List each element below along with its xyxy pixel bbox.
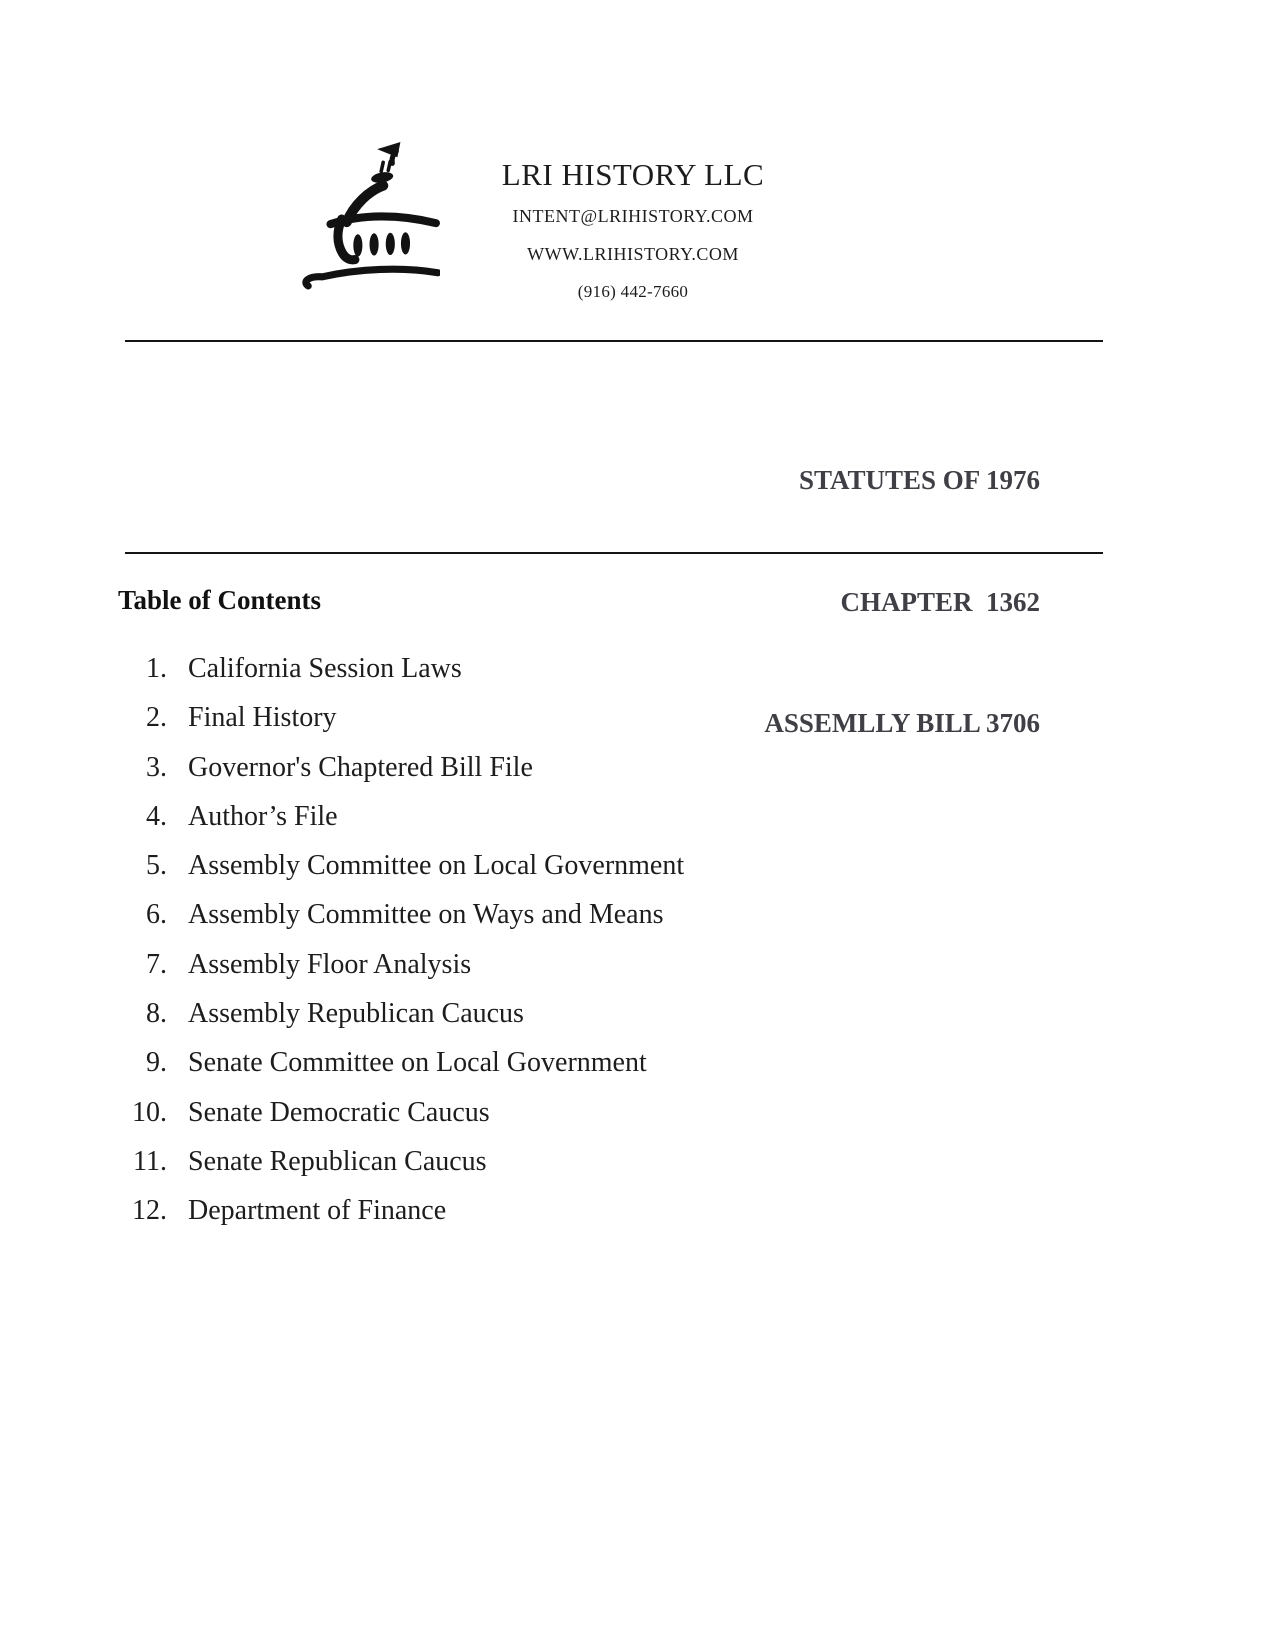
- toc-item-number: 1.: [146, 653, 167, 684]
- toc-item: [0, 940, 684, 989]
- toc-item: [0, 1088, 684, 1137]
- toc-item-label: Department of Finance: [188, 1195, 447, 1227]
- toc-item-label: Senate Republican Caucus: [188, 1145, 487, 1177]
- toc-item-number: 7.: [146, 948, 167, 980]
- divider-top: [125, 340, 1103, 342]
- toc-item-label: Author’s File: [188, 800, 338, 832]
- capitol-dome-logo-icon: [296, 138, 440, 290]
- toc-item-number: 2.: [146, 702, 167, 734]
- toc-item-number: 4.: [146, 800, 167, 832]
- toc-item-label: Assembly Committee on Ways and Means: [188, 899, 664, 931]
- toc-item-label: Senate Democratic Caucus: [188, 1096, 490, 1128]
- toc-item: [0, 890, 684, 939]
- toc-title: Table of Contents: [118, 585, 322, 615]
- toc-item-label: Governor's Chaptered Bill File: [188, 751, 533, 783]
- org-name: LRI HISTORY LLC: [501, 157, 765, 192]
- toc-item: [0, 693, 684, 742]
- toc-item-number: 8.: [146, 998, 167, 1030]
- toc-item-label: California Session Laws: [188, 653, 462, 684]
- toc-item: [0, 644, 684, 693]
- toc-item: [0, 1038, 684, 1087]
- toc-item-label: Assembly Committee on Local Government: [188, 850, 685, 882]
- toc-item-number: 6.: [146, 899, 167, 931]
- org-website: WWW.LRIHISTORY.COM: [527, 244, 739, 264]
- toc-item-number: 3.: [146, 751, 167, 783]
- toc-item: [0, 792, 684, 841]
- toc-item-number: 11.: [133, 1145, 167, 1177]
- toc-item: [0, 841, 684, 890]
- statute-reference: [764, 379, 1040, 825]
- divider-bottom: [125, 552, 1103, 554]
- toc-item: [0, 1137, 684, 1186]
- org-phone: (916) 442-7660: [577, 282, 689, 301]
- statute-line-chapter: CHAPTER 1362: [840, 586, 1040, 617]
- statute-line-bill: ASSEMLLY BILL 3706: [764, 708, 1040, 738]
- statute-line-statutes: STATUTES OF 1976: [798, 465, 1040, 495]
- toc-item-number: 9.: [146, 1047, 167, 1079]
- toc-item: [0, 989, 684, 1038]
- toc-item-number: 10.: [132, 1096, 167, 1128]
- org-email: INTENT@LRIHISTORY.COM: [512, 206, 754, 226]
- org-block: [433, 156, 833, 308]
- toc-item-label: Assembly Floor Analysis: [188, 948, 472, 980]
- toc-item-number: 12.: [132, 1195, 167, 1227]
- toc-item-number: 5.: [146, 850, 167, 882]
- toc-item: [0, 1186, 684, 1235]
- toc-list: [0, 644, 684, 1236]
- toc-item-label: Final History: [188, 702, 337, 734]
- toc-item-label: Assembly Republican Caucus: [188, 998, 524, 1030]
- toc-item: [0, 743, 684, 792]
- toc-item-label: Senate Committee on Local Government: [188, 1047, 647, 1079]
